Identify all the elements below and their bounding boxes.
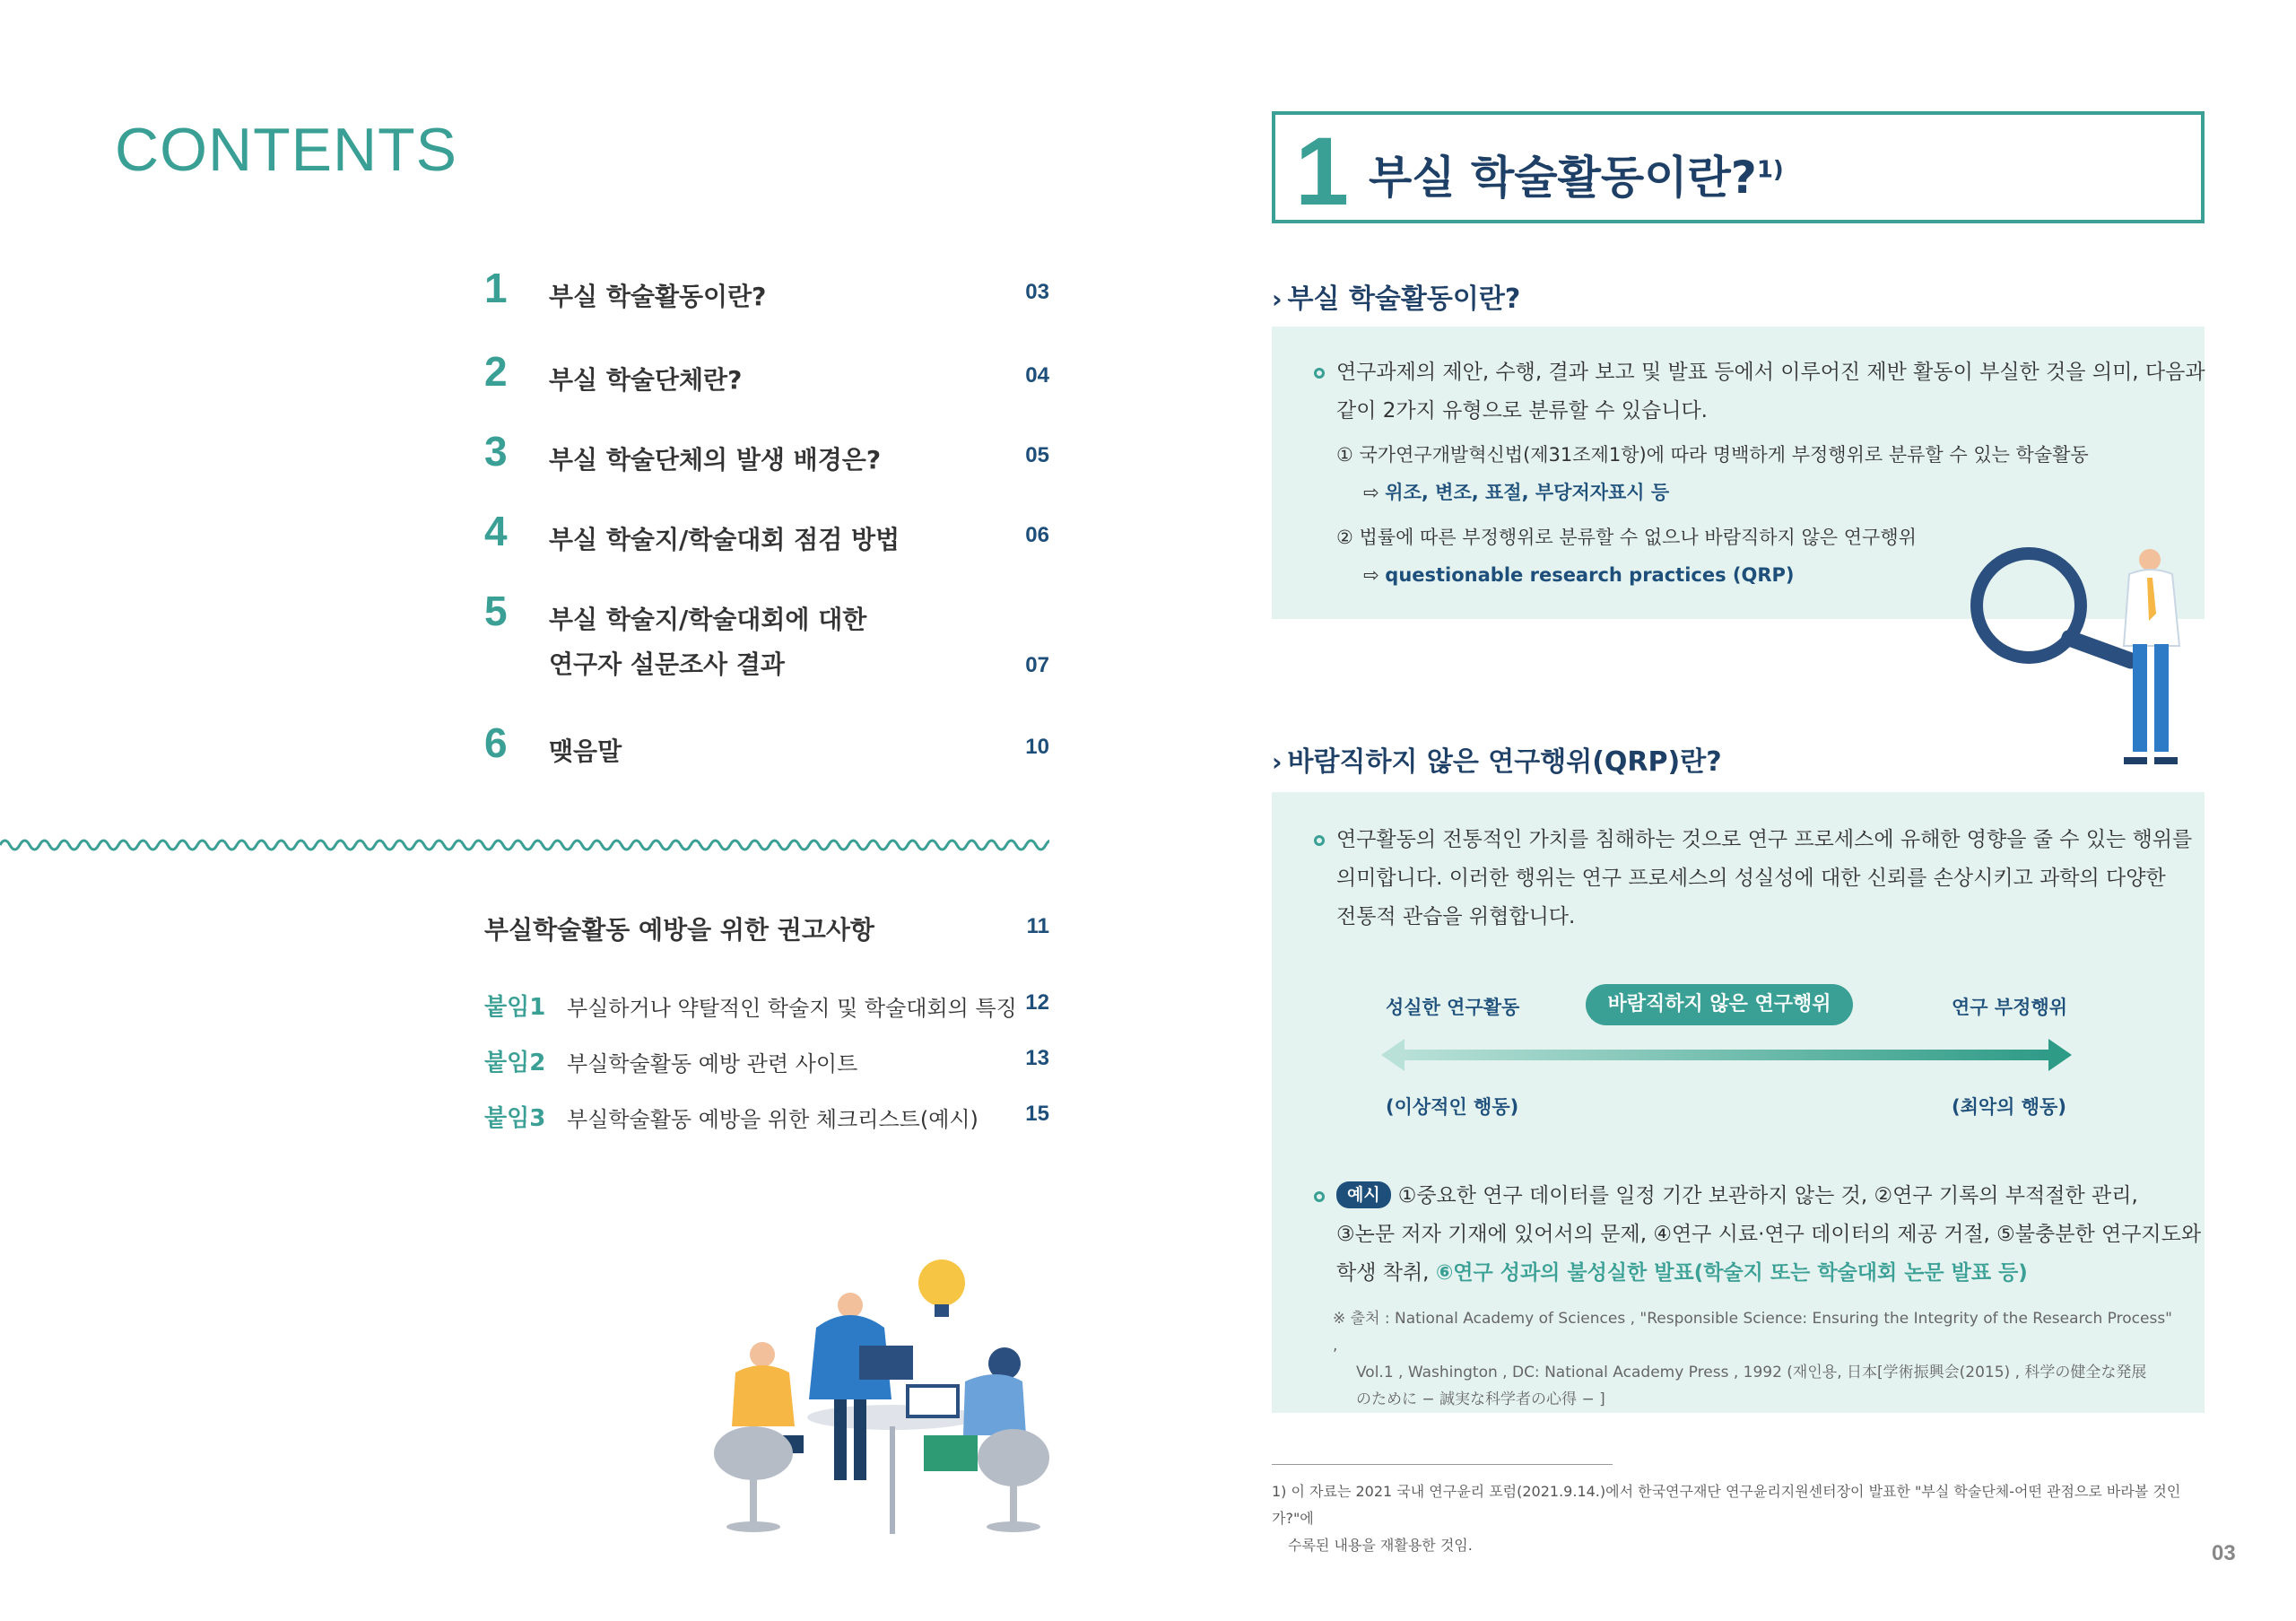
toc-number: 2 bbox=[484, 348, 508, 395]
example-text: 학생 착취, bbox=[1336, 1261, 1430, 1285]
toc-page: 07 bbox=[1025, 653, 1049, 677]
bullet-icon bbox=[1314, 1191, 1325, 1202]
example-badge: 예시 bbox=[1336, 1181, 1391, 1208]
section-heading-text: 바람직하지 않은 연구행위(QRP)란? bbox=[1287, 746, 1722, 778]
chapter-title bbox=[1369, 142, 1784, 206]
appendix-page: 15 bbox=[1025, 1102, 1049, 1126]
appendix-tag: 붙임2 bbox=[484, 1050, 546, 1076]
contents-title: CONTENTS bbox=[115, 116, 457, 184]
appendix-page: 13 bbox=[1025, 1046, 1049, 1070]
appendix-tag: 붙임1 bbox=[484, 994, 546, 1021]
appendix-tag: 붙임3 bbox=[484, 1105, 546, 1132]
toc-page: 03 bbox=[1025, 280, 1049, 304]
bullet-icon bbox=[1314, 368, 1325, 379]
scale-sublabel-left: (이상적인 행동) bbox=[1386, 1096, 1519, 1118]
scale-label-left: 성실한 연구활동 bbox=[1386, 997, 1520, 1018]
chevron-right-icon: › bbox=[1272, 284, 1283, 314]
chapter-title-text: 부실 학술활동이란? bbox=[1369, 152, 1757, 204]
toc-number: 4 bbox=[484, 508, 508, 554]
detail-text: questionable research practices (QRP) bbox=[1385, 564, 1795, 586]
toc-number: 3 bbox=[484, 428, 508, 475]
toc-number: 6 bbox=[484, 719, 508, 766]
scale-center-badge: 바람직하지 않은 연구행위 bbox=[1586, 984, 1853, 1025]
toc-label: 부실 학술단체란? bbox=[549, 365, 743, 395]
toc-page: 10 bbox=[1025, 735, 1049, 759]
body-text: 연구과제의 제안, 수행, 결과 보고 및 발표 등에서 이루어진 제반 활동이 부실한 것을 의미, 다음과 bbox=[1336, 361, 2205, 384]
section-heading-1 bbox=[1272, 276, 1520, 316]
toc-page: 05 bbox=[1025, 443, 1049, 467]
example-line bbox=[1336, 1177, 2138, 1216]
scale-label-right: 연구 부정행위 bbox=[1952, 997, 2068, 1018]
footnote-line: 1) 이 자료는 2021 국내 연구윤리 포럼(2021.9.14.)에서 한국연구재단 연구윤리지원센터장이 발표한 "부실 학술단체-어떤 관점으로 바라볼 것인가?"에 bbox=[1272, 1483, 2181, 1527]
toc-label: 맺음말 bbox=[549, 736, 622, 766]
toc-label: 부실 학술지/학술대회에 대한 bbox=[549, 605, 867, 634]
list-item-detail bbox=[1363, 474, 1669, 512]
toc-label: 부실 학술지/학술대회 점검 방법 bbox=[549, 525, 900, 554]
chapter-header bbox=[1272, 111, 2205, 223]
toc-label: 부실 학술단체의 발생 배경은? bbox=[549, 445, 882, 475]
bullet-icon bbox=[1314, 835, 1325, 846]
body-text: 연구활동의 전통적인 가치를 침해하는 것으로 연구 프로세스에 유해한 영향을 줄 수 있는 행위를 bbox=[1336, 828, 2193, 851]
example-text: ①중요한 연구 데이터를 일정 기간 보관하지 않는 것, ②연구 기록의 부적절한 관리, bbox=[1397, 1184, 2138, 1207]
section-heading-text: 부실 학술활동이란? bbox=[1287, 283, 1521, 315]
chapter-number: 1 bbox=[1295, 117, 1350, 225]
appendix-page: 12 bbox=[1025, 990, 1049, 1015]
appendix-label: 부실하거나 약탈적인 학술지 및 학술대회의 특징 bbox=[567, 996, 1017, 1021]
recommendation-label: 부실학술활동 예방을 위한 권고사항 bbox=[484, 915, 874, 945]
arrow-icon: ⇨ bbox=[1363, 564, 1379, 586]
toc-label: 연구자 설문조사 결과 bbox=[549, 649, 785, 679]
body-text: 의미합니다. 이러한 행위는 연구 프로세스의 성실성에 대한 신뢰를 손상시키고 과학의 다양한 bbox=[1336, 867, 2166, 890]
recommendation-page: 11 bbox=[1026, 914, 1049, 938]
source-line: Vol.1 , Washington , DC: National Academy Press , 1992 (재인용, 日本[学術振興会(2015) , 科学の健全な発展 bbox=[1356, 1364, 2147, 1381]
appendix-label: 부실학술활동 예방 관련 사이트 bbox=[567, 1051, 858, 1076]
toc-page: 06 bbox=[1025, 523, 1049, 547]
meeting-illustration bbox=[700, 1238, 1076, 1552]
source-line: のために − 誠実な科学者の心得 − ] bbox=[1356, 1390, 1605, 1408]
list-item: ① 국가연구개발혁신법(제31조제1항)에 따라 명백하게 부정행위로 분류할 수 있는 학술활동 bbox=[1336, 444, 2089, 466]
arrow-icon: ⇨ bbox=[1363, 482, 1379, 503]
source-line: ※ 출처 : National Academy of Sciences , "Responsible Science: Ensuring the Integrity of the Research Process" , bbox=[1333, 1310, 2172, 1355]
toc-number: 1 bbox=[484, 265, 508, 311]
example-highlight: ⑥연구 성과의 불성실한 발표(학술지 또는 학술대회 논문 발표 등) bbox=[1435, 1261, 2028, 1285]
source-citation bbox=[1333, 1305, 2176, 1413]
example-line: ③논문 저자 기재에 있어서의 문제, ④연구 시료·연구 데이터의 제공 거절, ⑤불충분한 연구지도와 bbox=[1336, 1223, 2202, 1246]
double-arrow-icon bbox=[1381, 1035, 2072, 1075]
magnifier-illustration bbox=[1957, 547, 2226, 771]
footnote bbox=[1272, 1478, 2213, 1559]
footnote-line: 수록된 내용을 재활용한 것임. bbox=[1288, 1537, 1473, 1554]
toc-page: 04 bbox=[1025, 363, 1049, 388]
scale-sublabel-right: (최악의 행동) bbox=[1952, 1096, 2066, 1118]
list-item: ② 법률에 따른 부정행위로 분류할 수 없으나 바람직하지 않은 연구행위 bbox=[1336, 527, 1917, 548]
footnote-ref[interactable]: 1) bbox=[1756, 156, 1784, 184]
toc-number: 5 bbox=[484, 588, 508, 634]
appendix-label: 부실학술활동 예방을 위한 체크리스트(예시) bbox=[567, 1107, 978, 1132]
body-text: 전통적 관습을 위협합니다. bbox=[1336, 905, 1576, 928]
example-line bbox=[1336, 1254, 2028, 1293]
body-text: 같이 2가지 유형으로 분류할 수 있습니다. bbox=[1336, 399, 1708, 423]
page-number: 03 bbox=[2212, 1541, 2236, 1565]
chevron-right-icon: › bbox=[1272, 747, 1283, 777]
footnote-divider bbox=[1272, 1464, 1613, 1465]
list-item-detail bbox=[1363, 556, 1795, 595]
detail-text: 위조, 변조, 표절, 부당저자표시 등 bbox=[1385, 482, 1670, 503]
toc-label: 부실 학술활동이란? bbox=[549, 282, 767, 311]
section-heading-2 bbox=[1272, 739, 1722, 779]
wave-divider bbox=[0, 829, 1049, 861]
